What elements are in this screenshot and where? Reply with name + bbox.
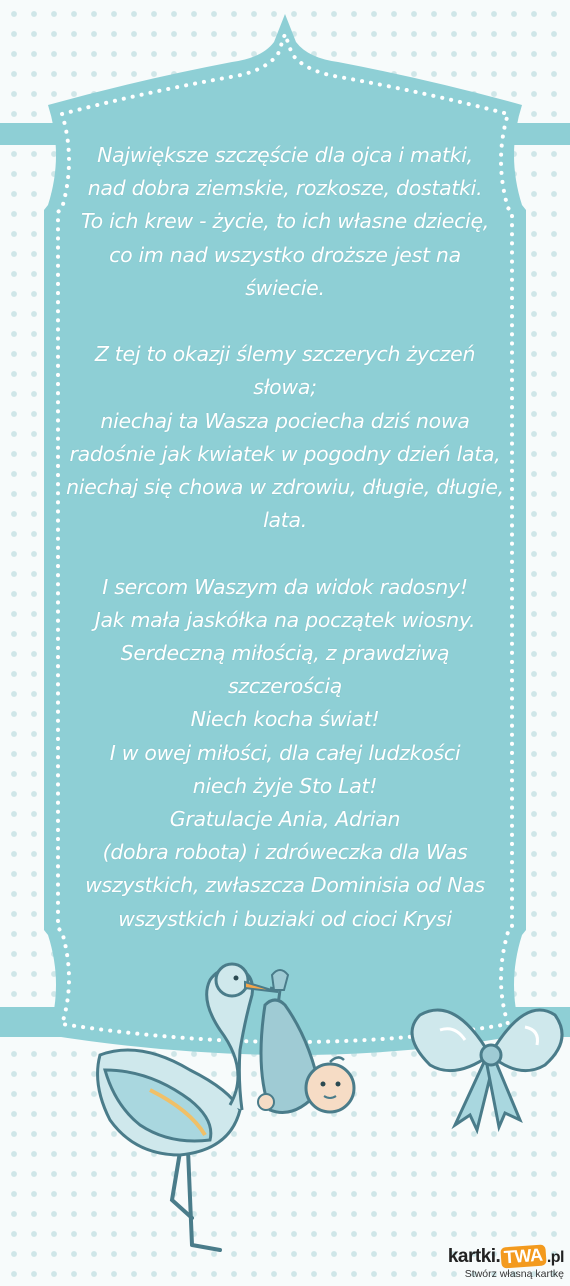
logo-brand xyxy=(448,1246,564,1268)
stork-with-baby-illustration xyxy=(80,960,370,1269)
site-logo[interactable] xyxy=(448,1246,564,1280)
ribbon-bow-illustration xyxy=(395,985,570,1139)
greeting-poem: Największe szczęście dla ojca i matki, nad dobra ziemskie, rozkosze, dostatki. To ich krew - życie, to ich własne dziecię, co im nad wszystko droższe jest na świecie. Z tej to okazji ślemy szczerych życzeń słowa; niechaj ta Wasza pociecha dziś nowa radośnie jak kwiatek w pogodny dzień lata, niechaj się chowa w zdrowiu, długie, długie, lata. I sercom Waszym da widok radosny! Jak mała jaskółka na początek wiosny. Serdeczną miłością, z prawdziwą szczerością Niech kocha świat! I w owej miłości, dla całej ludzkości niech żyje Sto Lat! Gratulacje Ania, Adrian (dobra robota) i zdróweczka dla Was wszystkich, zwłaszcza Dominisia od Nas wszystkich i buziaki od cioci Krysi xyxy=(66,143,504,931)
logo-brand-prefix: kartki. xyxy=(447,1246,501,1267)
logo-tagline: Stwórz własną kartkę xyxy=(464,1268,564,1280)
logo-brand-suffix: .pl xyxy=(546,1249,564,1266)
logo-brand-highlight: TWA xyxy=(501,1244,547,1268)
